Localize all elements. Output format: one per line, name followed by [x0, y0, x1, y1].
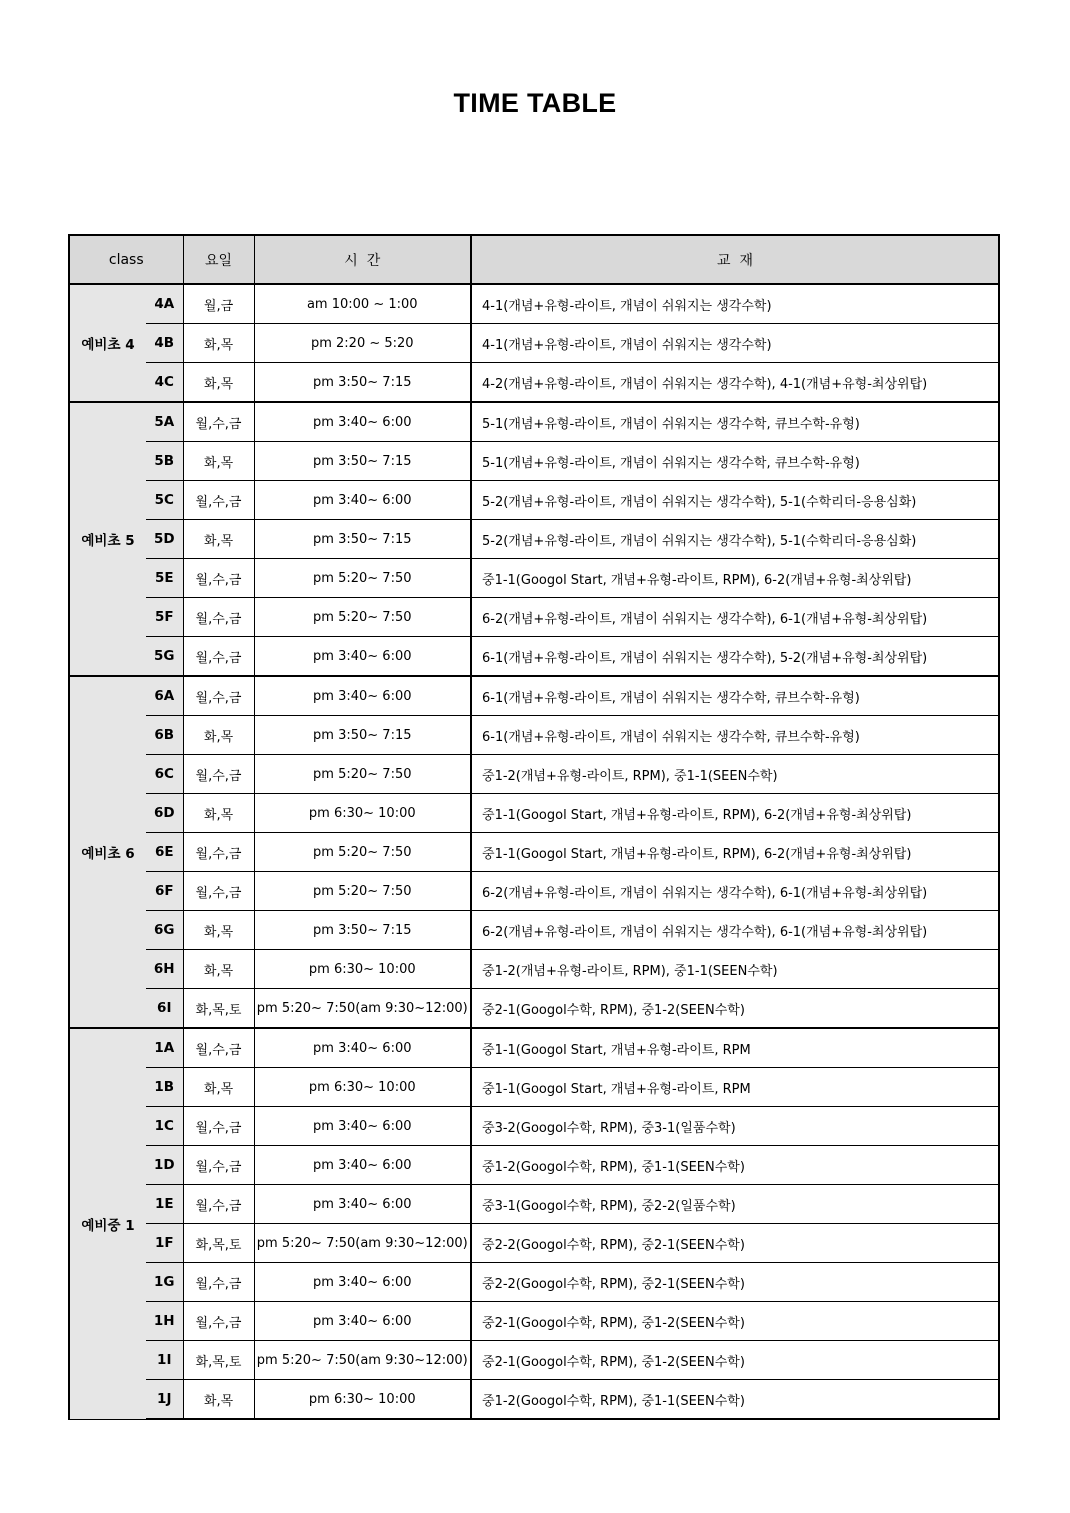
class-code: 5E — [146, 559, 183, 598]
day-cell: 월,수,금 — [183, 1146, 254, 1185]
time-cell: pm 6:30~ 10:00 — [254, 950, 471, 989]
class-code: 1E — [146, 1185, 183, 1224]
book-cell: 중1-1(Googol Start, 개념+유형-라이트, RPM), 6-2(개념+유형-최상위탑) — [471, 833, 999, 872]
time-cell: pm 3:40~ 6:00 — [254, 1302, 471, 1341]
time-cell: pm 5:20~ 7:50 — [254, 833, 471, 872]
day-cell: 화,목,토 — [183, 1341, 254, 1380]
class-code: 6G — [146, 911, 183, 950]
class-code: 1H — [146, 1302, 183, 1341]
book-cell: 중1-2(Googol수학, RPM), 중1-1(SEEN수학) — [471, 1380, 999, 1420]
day-cell: 화,목 — [183, 716, 254, 755]
class-code: 6I — [146, 989, 183, 1029]
time-cell: pm 3:50~ 7:15 — [254, 716, 471, 755]
time-cell: pm 5:20~ 7:50 — [254, 559, 471, 598]
class-code: 6D — [146, 794, 183, 833]
time-cell: pm 6:30~ 10:00 — [254, 1068, 471, 1107]
class-code: 1C — [146, 1107, 183, 1146]
day-cell: 월,수,금 — [183, 1263, 254, 1302]
book-cell: 6-1(개념+유형-라이트, 개념이 쉬워지는 생각수학, 큐브수학-유형) — [471, 716, 999, 755]
class-code: 5D — [146, 520, 183, 559]
time-cell: pm 3:40~ 6:00 — [254, 1146, 471, 1185]
day-cell: 월,수,금 — [183, 755, 254, 794]
class-code: 1A — [146, 1028, 183, 1068]
table-row — [69, 872, 999, 911]
class-code: 4C — [146, 363, 183, 403]
day-cell: 화,목,토 — [183, 989, 254, 1029]
class-code: 6A — [146, 676, 183, 716]
time-cell: pm 6:30~ 10:00 — [254, 1380, 471, 1420]
class-code: 4A — [146, 284, 183, 324]
book-cell: 4-1(개념+유형-라이트, 개념이 쉬워지는 생각수학) — [471, 284, 999, 324]
class-code: 5B — [146, 442, 183, 481]
time-cell: pm 3:40~ 6:00 — [254, 402, 471, 442]
class-code: 6H — [146, 950, 183, 989]
book-cell: 중1-1(Googol Start, 개념+유형-라이트, RPM — [471, 1068, 999, 1107]
book-cell: 6-2(개념+유형-라이트, 개념이 쉬워지는 생각수학), 6-1(개념+유형-최상위탑) — [471, 911, 999, 950]
book-cell: 중1-2(Googol수학, RPM), 중1-1(SEEN수학) — [471, 1146, 999, 1185]
time-cell: pm 3:50~ 7:15 — [254, 520, 471, 559]
table-row — [69, 598, 999, 637]
table-row — [69, 950, 999, 989]
class-code: 1I — [146, 1341, 183, 1380]
time-cell: pm 3:50~ 7:15 — [254, 911, 471, 950]
table-row — [69, 1224, 999, 1263]
day-cell: 화,목 — [183, 1380, 254, 1420]
day-cell: 화,목,토 — [183, 1224, 254, 1263]
time-cell: pm 2:20 ~ 5:20 — [254, 324, 471, 363]
day-cell: 월,수,금 — [183, 598, 254, 637]
day-cell: 월,수,금 — [183, 872, 254, 911]
class-code: 6B — [146, 716, 183, 755]
class-code: 1B — [146, 1068, 183, 1107]
book-cell: 5-2(개념+유형-라이트, 개념이 쉬워지는 생각수학), 5-1(수학리더-응용심화) — [471, 481, 999, 520]
table-row — [69, 794, 999, 833]
timetable-body — [69, 284, 999, 1419]
table-row — [69, 833, 999, 872]
group-label: 예비중 1 — [69, 1028, 146, 1419]
table-row — [69, 481, 999, 520]
book-cell: 6-2(개념+유형-라이트, 개념이 쉬워지는 생각수학), 6-1(개념+유형-최상위탑) — [471, 872, 999, 911]
time-cell: pm 3:40~ 6:00 — [254, 1107, 471, 1146]
book-cell: 중1-1(Googol Start, 개념+유형-라이트, RPM), 6-2(개념+유형-최상위탑) — [471, 559, 999, 598]
time-cell: pm 5:20~ 7:50 — [254, 598, 471, 637]
book-cell: 중3-1(Googol수학, RPM), 중2-2(일품수학) — [471, 1185, 999, 1224]
book-cell: 중2-1(Googol수학, RPM), 중1-2(SEEN수학) — [471, 1341, 999, 1380]
book-cell: 5-1(개념+유형-라이트, 개념이 쉬워지는 생각수학, 큐브수학-유형) — [471, 402, 999, 442]
day-cell: 월,수,금 — [183, 1185, 254, 1224]
class-code: 5C — [146, 481, 183, 520]
time-cell: pm 5:20~ 7:50(am 9:30~12:00) — [254, 989, 471, 1029]
day-cell: 화,목 — [183, 442, 254, 481]
table-row — [69, 676, 999, 716]
day-cell: 월,수,금 — [183, 559, 254, 598]
time-cell: pm 3:40~ 6:00 — [254, 637, 471, 677]
class-code: 1F — [146, 1224, 183, 1263]
table-row — [69, 324, 999, 363]
day-cell: 월,수,금 — [183, 637, 254, 677]
time-cell: pm 3:40~ 6:00 — [254, 1185, 471, 1224]
table-row — [69, 716, 999, 755]
table-row — [69, 911, 999, 950]
table-row — [69, 284, 999, 324]
table-row — [69, 989, 999, 1029]
group-label: 예비초 5 — [69, 402, 146, 676]
day-cell: 화,목 — [183, 1068, 254, 1107]
day-cell: 월,수,금 — [183, 481, 254, 520]
time-cell: pm 5:20~ 7:50 — [254, 872, 471, 911]
table-row — [69, 1341, 999, 1380]
time-cell: pm 3:50~ 7:15 — [254, 363, 471, 403]
table-row — [69, 559, 999, 598]
header-book: 교 재 — [471, 235, 999, 284]
day-cell: 화,목 — [183, 363, 254, 403]
timetable — [68, 234, 1000, 1420]
book-cell: 6-1(개념+유형-라이트, 개념이 쉬워지는 생각수학), 5-2(개념+유형-최상위탑) — [471, 637, 999, 677]
book-cell: 중1-2(개념+유형-라이트, RPM), 중1-1(SEEN수학) — [471, 755, 999, 794]
book-cell: 중2-1(Googol수학, RPM), 중1-2(SEEN수학) — [471, 1302, 999, 1341]
book-cell: 중1-2(개념+유형-라이트, RPM), 중1-1(SEEN수학) — [471, 950, 999, 989]
table-row — [69, 637, 999, 677]
time-cell: pm 3:40~ 6:00 — [254, 676, 471, 716]
day-cell: 월,수,금 — [183, 1302, 254, 1341]
time-cell: am 10:00 ~ 1:00 — [254, 284, 471, 324]
class-code: 5G — [146, 637, 183, 677]
time-cell: pm 5:20~ 7:50(am 9:30~12:00) — [254, 1341, 471, 1380]
header-class: class — [69, 235, 183, 284]
book-cell: 중1-1(Googol Start, 개념+유형-라이트, RPM — [471, 1028, 999, 1068]
time-cell: pm 5:20~ 7:50 — [254, 755, 471, 794]
book-cell: 6-2(개념+유형-라이트, 개념이 쉬워지는 생각수학), 6-1(개념+유형-최상위탑) — [471, 598, 999, 637]
table-row — [69, 402, 999, 442]
class-code: 1G — [146, 1263, 183, 1302]
book-cell: 4-2(개념+유형-라이트, 개념이 쉬워지는 생각수학), 4-1(개념+유형-최상위탑) — [471, 363, 999, 403]
day-cell: 화,목 — [183, 911, 254, 950]
time-cell: pm 3:40~ 6:00 — [254, 481, 471, 520]
day-cell: 화,목 — [183, 794, 254, 833]
time-cell: pm 3:40~ 6:00 — [254, 1263, 471, 1302]
class-code: 5F — [146, 598, 183, 637]
day-cell: 월,수,금 — [183, 1107, 254, 1146]
table-row — [69, 1302, 999, 1341]
day-cell: 화,목 — [183, 324, 254, 363]
class-code: 1J — [146, 1380, 183, 1420]
table-row — [69, 755, 999, 794]
table-row — [69, 1380, 999, 1420]
class-code: 6E — [146, 833, 183, 872]
table-row — [69, 1068, 999, 1107]
class-code: 5A — [146, 402, 183, 442]
time-cell: pm 5:20~ 7:50(am 9:30~12:00) — [254, 1224, 471, 1263]
group-label: 예비초 6 — [69, 676, 146, 1028]
time-cell: pm 3:50~ 7:15 — [254, 442, 471, 481]
book-cell: 4-1(개념+유형-라이트, 개념이 쉬워지는 생각수학) — [471, 324, 999, 363]
book-cell: 5-1(개념+유형-라이트, 개념이 쉬워지는 생각수학, 큐브수학-유형) — [471, 442, 999, 481]
class-code: 6F — [146, 872, 183, 911]
day-cell: 월,수,금 — [183, 1028, 254, 1068]
day-cell: 월,수,금 — [183, 402, 254, 442]
book-cell: 중3-2(Googol수학, RPM), 중3-1(일품수학) — [471, 1107, 999, 1146]
table-row — [69, 1107, 999, 1146]
book-cell: 중2-2(Googol수학, RPM), 중2-1(SEEN수학) — [471, 1224, 999, 1263]
book-cell: 중1-1(Googol Start, 개념+유형-라이트, RPM), 6-2(개념+유형-최상위탑) — [471, 794, 999, 833]
day-cell: 화,목 — [183, 950, 254, 989]
table-row — [69, 1146, 999, 1185]
table-row — [69, 1185, 999, 1224]
table-row — [69, 442, 999, 481]
time-cell: pm 6:30~ 10:00 — [254, 794, 471, 833]
book-cell: 중2-1(Googol수학, RPM), 중1-2(SEEN수학) — [471, 989, 999, 1029]
table-row — [69, 1028, 999, 1068]
book-cell: 6-1(개념+유형-라이트, 개념이 쉬워지는 생각수학, 큐브수학-유형) — [471, 676, 999, 716]
day-cell: 월,수,금 — [183, 676, 254, 716]
class-code: 4B — [146, 324, 183, 363]
day-cell: 월,수,금 — [183, 833, 254, 872]
day-cell: 월,금 — [183, 284, 254, 324]
table-row — [69, 520, 999, 559]
header-day: 요일 — [183, 235, 254, 284]
table-row — [69, 363, 999, 403]
time-cell: pm 3:40~ 6:00 — [254, 1028, 471, 1068]
header-time: 시 간 — [254, 235, 471, 284]
class-code: 1D — [146, 1146, 183, 1185]
header-row — [69, 235, 999, 284]
book-cell: 중2-2(Googol수학, RPM), 중2-1(SEEN수학) — [471, 1263, 999, 1302]
table-row — [69, 1263, 999, 1302]
page-title: TIME TABLE — [453, 88, 617, 118]
class-code: 6C — [146, 755, 183, 794]
group-label: 예비초 4 — [69, 284, 146, 402]
day-cell: 화,목 — [183, 520, 254, 559]
book-cell: 5-2(개념+유형-라이트, 개념이 쉬워지는 생각수학), 5-1(수학리더-응용심화) — [471, 520, 999, 559]
